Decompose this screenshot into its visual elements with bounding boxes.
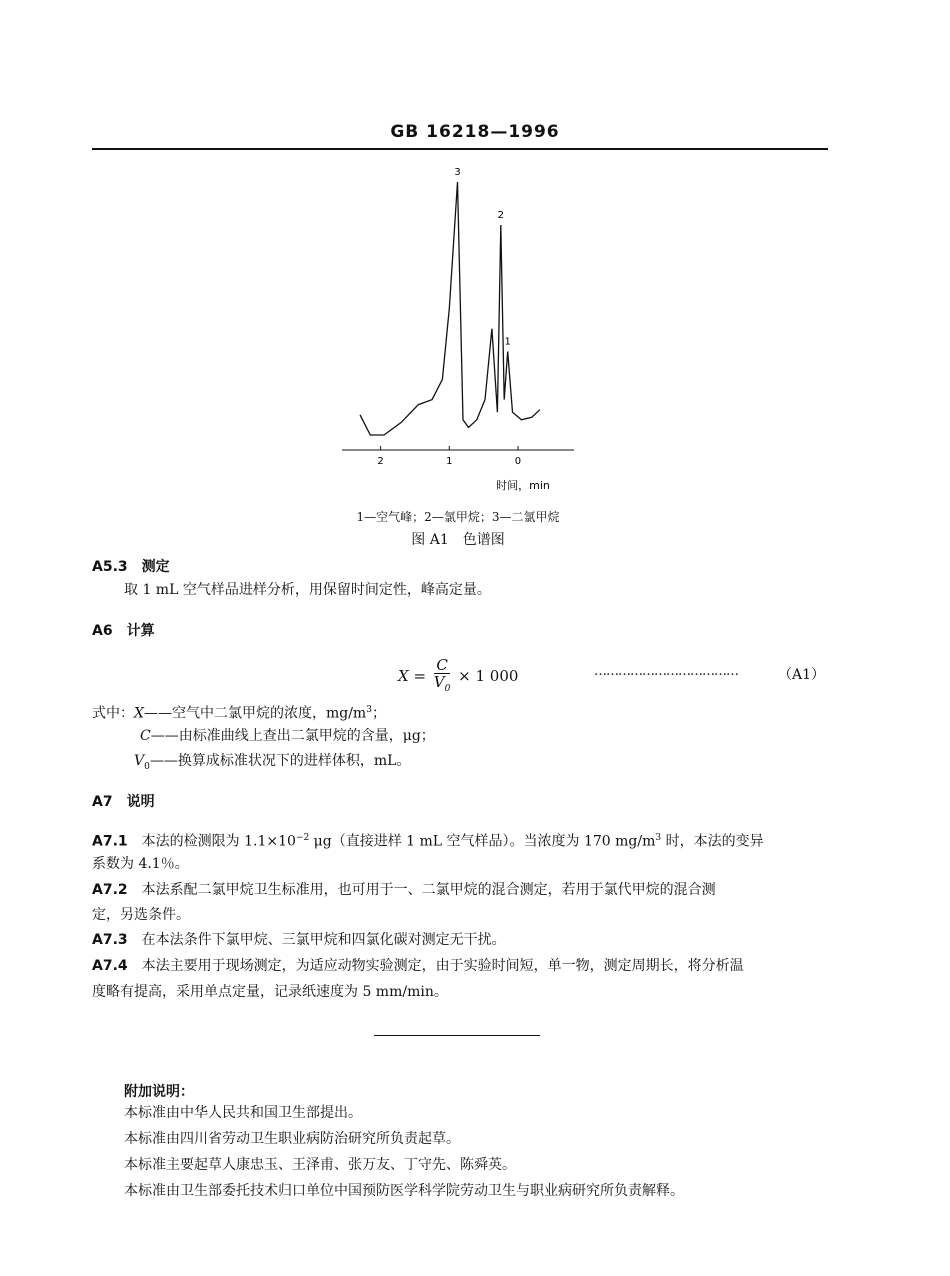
item-a71-line2: 系数为 4.1％。	[92, 856, 189, 872]
end-rule	[374, 1035, 540, 1036]
equation-rhs: × 1 000	[458, 667, 519, 685]
desc-x-sup: 3	[366, 705, 372, 715]
where-prefix: 式中：	[92, 705, 134, 722]
desc-v: ——换算成标准状况下的进样体积，mL。	[149, 753, 411, 769]
figure-caption: 图 A1 色谱图	[411, 532, 505, 548]
peak-label: 2	[497, 210, 504, 222]
desc-c: ——由标准曲线上查出二氯甲烷的含量，μg；	[150, 728, 435, 744]
section-a6-heading: A6 计算	[92, 623, 155, 639]
item-a71-sup2: 3	[655, 833, 662, 843]
x-tick-label: 2	[377, 456, 384, 467]
header-rule	[92, 148, 828, 150]
x-tick-label: 1	[446, 456, 453, 467]
notes-heading: 附加说明：	[124, 1084, 194, 1100]
notes-line: 本标准由中华人民共和国卫生部提出。	[124, 1105, 362, 1121]
var-v-sub: 0	[144, 761, 150, 772]
notes-line: 本标准由卫生部委托技术归口单位中国预防医学科学院劳动卫生与职业病研究所负责解释。	[124, 1183, 684, 1199]
item-a74-line2: 度略有提高，采用单点定量，记录纸速度为 5 mm/min。	[92, 984, 448, 1000]
equation-lhs: X =	[398, 667, 427, 685]
item-a71	[92, 825, 842, 855]
equation-number: （A1）	[778, 667, 826, 683]
item-a74-text: 本法主要用于现场测定，为适应动物实验测定，由于实验时间短，单一物，测定周期长，将分析温	[141, 958, 744, 974]
item-a73	[92, 927, 842, 953]
item-a72-line2: 定，另选条件。	[92, 907, 190, 923]
item-a72-label: A7.2	[92, 882, 128, 898]
item-a71-sup: −2	[295, 833, 310, 843]
equation-fraction	[434, 657, 451, 697]
notes-line: 本标准由四川省劳动卫生职业病防治研究所负责起草。	[124, 1131, 460, 1147]
notes-line: 本标准主要起草人康忠玉、王泽甫、张万友、丁守先、陈舜英。	[124, 1157, 516, 1173]
item-a71-text1: 本法的检测限为 1.1×10	[141, 833, 296, 850]
var-x: X	[134, 705, 144, 722]
standard-header: GB 16218—1996	[390, 122, 560, 142]
desc-x: ——空气中二氯甲烷的浓度，mg/m	[143, 705, 367, 722]
var-v: V	[134, 753, 145, 769]
item-a72-text: 本法系配二氯甲烷卫生标准用，也可用于一、二氯甲烷的混合测定，若用于氯代甲烷的混合测	[141, 882, 716, 898]
where-c	[140, 723, 435, 749]
where-v	[134, 748, 410, 780]
item-a73-label: A7.3	[92, 932, 128, 948]
section-a53-text: 取 1 mL 空气样品进样分析，用保留时间定性，峰高定量。	[124, 582, 491, 598]
item-a72	[92, 877, 842, 903]
item-a74	[92, 953, 842, 979]
equation-denominator	[434, 674, 451, 697]
peak-label: 3	[454, 167, 461, 178]
chromatogram-trace	[360, 182, 540, 435]
figure-legend: 1—空气峰；2—氯甲烷；3—二氯甲烷	[356, 510, 560, 524]
equation-a1	[398, 657, 518, 697]
section-a7-heading: A7 说明	[92, 794, 155, 810]
var-c: C	[140, 728, 151, 744]
item-a71-text2: μg（直接进样 1 mL 空气样品）。当浓度为 170 mg/m	[309, 833, 656, 850]
item-a73-text: 在本法条件下氯甲烷、三氯甲烷和四氯化碳对测定无干扰。	[141, 932, 506, 948]
chromatogram-chart	[330, 158, 590, 498]
equation-den-var: V	[433, 673, 445, 691]
item-a71-text3: 时，本法的变异	[661, 833, 764, 850]
equation-numerator: C	[434, 657, 451, 674]
section-a53-heading: A5.3 测定	[92, 559, 170, 575]
x-ticks	[377, 446, 521, 467]
equation-leader: ………………………………	[594, 664, 738, 679]
x-tick-label: 0	[514, 456, 522, 467]
item-a71-label: A7.1	[92, 833, 128, 850]
desc-x-end: ；	[371, 705, 386, 722]
equation-den-sub: 0	[444, 684, 451, 694]
x-axis-label: 时间，min	[496, 479, 550, 492]
peak-label: 1	[504, 336, 511, 348]
item-a74-label: A7.4	[92, 958, 128, 974]
